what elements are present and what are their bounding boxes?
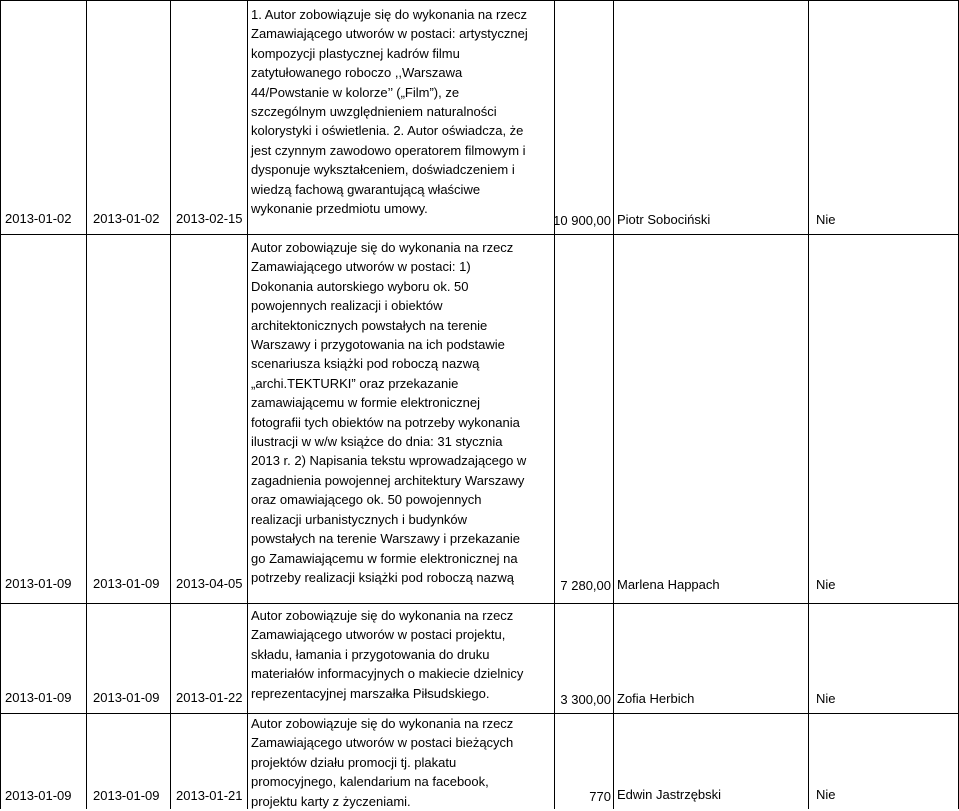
contractor-name: Piotr Sobociński xyxy=(617,212,711,227)
date-2: 2013-01-09 xyxy=(93,788,160,803)
description-line: kolorystyki i oświetlenia. 2. Autor oświadcza, że xyxy=(251,123,524,139)
date-2: 2013-01-09 xyxy=(93,576,160,591)
description-line: wykonanie przedmiotu umowy. xyxy=(251,201,428,217)
grid-line xyxy=(613,0,614,809)
description-line: zatytułowanego roboczo ,,Warszawa xyxy=(251,65,463,81)
description-line: projektu karty z życzeniami. xyxy=(251,793,411,809)
description-line: Autor zobowiązuje się do wykonania na rzecz xyxy=(251,716,514,731)
date-3: 2013-04-05 xyxy=(176,576,243,591)
grid-line xyxy=(0,0,1,809)
description-line: fotografii tych obiektów na potrzeby wykonania xyxy=(251,414,520,430)
grid-line xyxy=(0,234,959,235)
amount: 3 300,00 xyxy=(560,692,611,707)
description-line: 2013 r. 2) Napisania tekstu wprowadzającego w xyxy=(251,453,527,469)
amount: 770 xyxy=(589,789,611,804)
description-line: potrzeby realizacji książki pod roboczą nazwą xyxy=(251,569,515,585)
contractor-name: Edwin Jastrzębski xyxy=(617,787,722,802)
grid-line xyxy=(0,0,959,1)
description-line: jest czynnym zawodowo operatorem filmowym i xyxy=(251,142,526,158)
description-line: 1. Autor zobowiązuje się do wykonania na rzecz xyxy=(251,7,528,22)
contractor-name: Marlena Happach xyxy=(617,577,720,592)
grid-line xyxy=(86,0,87,809)
description-line: materiałów informacyjnych o makiecie dzielnicy xyxy=(251,666,524,682)
description-line: kompozycji plastycznej kadrów filmu xyxy=(251,45,460,61)
description-line: projektów działu promocji tj. plakatu xyxy=(251,754,457,770)
date-1: 2013-01-09 xyxy=(5,690,72,705)
flag: Nie xyxy=(816,577,836,592)
flag: Nie xyxy=(816,691,836,706)
grid-line xyxy=(170,0,171,809)
description-line: Dokonania autorskiego wyboru ok. 50 xyxy=(251,278,469,294)
date-1: 2013-01-09 xyxy=(5,788,72,803)
description-line: zagadnienia powojennej architektury Warszawy xyxy=(251,472,525,488)
description-line: Zamawiającego utworów w postaci: artystycznej xyxy=(251,26,528,42)
description-line: wiedzą fachową gwarantującą właściwe xyxy=(251,181,481,197)
description-line: Autor zobowiązuje się do wykonania na rzecz xyxy=(251,608,514,623)
description-line: Zamawiającego utworów w postaci bieżących xyxy=(251,735,514,751)
description-line: 44/Powstanie w kolorze’’ („Film”), ze xyxy=(251,84,460,100)
description-line: architektonicznych powstałych na terenie xyxy=(251,317,488,333)
grid-line xyxy=(808,0,809,809)
date-1: 2013-01-09 xyxy=(5,576,72,591)
amount: 10 900,00 xyxy=(553,213,611,228)
description-line: scenariusza książki pod roboczą nazwą xyxy=(251,356,480,372)
description-line: Warszawy i przygotowania na ich podstawie xyxy=(251,337,505,353)
flag: Nie xyxy=(816,787,836,802)
description-line: Zamawiającego utworów w postaci projektu, xyxy=(251,627,506,643)
description-line: Zamawiającego utworów w postaci: 1) xyxy=(251,259,471,275)
grid-line xyxy=(554,0,555,809)
contractor-name: Zofia Herbich xyxy=(617,691,695,706)
description-line: powojennych realizacji i obiektów xyxy=(251,298,443,314)
description-line: go Zamawiającemu w formie elektronicznej na xyxy=(251,550,518,566)
description-line: powstałych na terenie Warszawy i przekazanie xyxy=(251,531,521,547)
description xyxy=(251,5,551,218)
date-3: 2013-02-15 xyxy=(176,211,243,226)
amount: 7 280,00 xyxy=(560,578,611,593)
description-line: „archi.TEKTURKI” oraz przekazanie xyxy=(251,375,459,391)
description-line: oraz omawiającego ok. 50 powojennych xyxy=(251,492,482,508)
description-line: dysponuje wykształceniem, doświadczeniem i xyxy=(251,162,515,178)
flag: Nie xyxy=(816,212,836,227)
description-line: reprezentacyjnej marszałka Piłsudskiego. xyxy=(251,685,490,701)
description-line: składu, łamania i przygotowania do druku xyxy=(251,646,490,662)
description-line: promocyjnego, kalendarium na facebook, xyxy=(251,774,489,790)
description-line: ilustracji w w/w książce do dnia: 31 stycznia xyxy=(251,434,503,450)
description xyxy=(251,606,551,703)
description xyxy=(251,714,551,811)
grid-line xyxy=(247,0,248,809)
date-2: 2013-01-09 xyxy=(93,690,160,705)
description-line: realizacji urbanistycznych i budynków xyxy=(251,511,468,527)
description-line: szczególnym uwzględnieniem naturalności xyxy=(251,104,497,120)
description-line: Autor zobowiązuje się do wykonania na rzecz xyxy=(251,240,514,255)
date-3: 2013-01-21 xyxy=(176,788,243,803)
date-1: 2013-01-02 xyxy=(5,211,72,226)
description-line: zamawiającemu w formie elektronicznej xyxy=(251,395,481,411)
description xyxy=(251,238,551,587)
date-3: 2013-01-22 xyxy=(176,690,243,705)
date-2: 2013-01-02 xyxy=(93,211,160,226)
grid-line xyxy=(0,603,959,604)
